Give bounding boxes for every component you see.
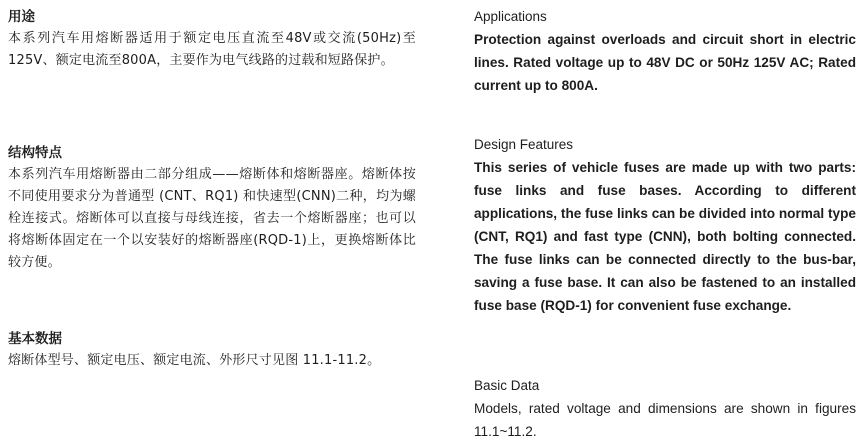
en-basic-data-heading: Basic Data — [474, 378, 540, 393]
en-applications-section — [474, 5, 856, 97]
cn-applications-heading: 用途 — [8, 9, 35, 25]
en-basic-data-body: Models, rated voltage and dimensions are shown in figures 11.1~11.2. — [474, 401, 856, 439]
en-design-features-heading: Design Features — [474, 137, 574, 152]
cn-design-features-heading: 结构特点 — [8, 145, 62, 161]
en-basic-data-section — [474, 374, 856, 443]
cn-basic-data-heading: 基本数据 — [8, 331, 62, 347]
cn-applications-body: 本系列汽车用熔断器适用于额定电压直流至48V或交流(50Hz)至125V、额定电流至800A，主要作为电气线路的过载和短路保护。 — [8, 31, 416, 68]
en-applications-heading: Applications — [474, 9, 547, 24]
cn-design-features-body: 本系列汽车用熔断器由二部分组成——熔断体和熔断器座。熔断体按不同使用要求分为普通型 (CNT、RQ1) 和快速型(CNN)二种，均为螺栓连接式。熔断体可以直接与母线连接，省去一个熔断器座；也可以将熔断体固定在一个以安装好的熔断器座(RQD-1)上，更换熔断体比较方便。 — [8, 167, 416, 270]
en-applications-body: Protection against overloads and circuit short in electric lines. Rated voltage up to 48V DC or 50Hz 125V AC; Rated current up to 800A. — [474, 32, 856, 93]
cn-design-features-section — [8, 142, 416, 274]
en-design-features-body: This series of vehicle fuses are made up with two parts: fuse links and fuse bases. According to different applications, the fuse links can be divided into normal type (CNT, RQ1) and fast type (CNN), both bolting connected. The fuse links can be connected directly to the bus-bar, saving a fuse base. It can also be fastened to an installed fuse base (RQD-1) for convenient fuse exchange. — [474, 160, 856, 313]
cn-basic-data-section — [8, 328, 416, 372]
en-design-features-section — [474, 133, 856, 317]
cn-applications-section — [8, 6, 416, 72]
cn-basic-data-body: 熔断体型号、额定电压、额定电流、外形尺寸见图 11.1-11.2。 — [8, 353, 381, 368]
